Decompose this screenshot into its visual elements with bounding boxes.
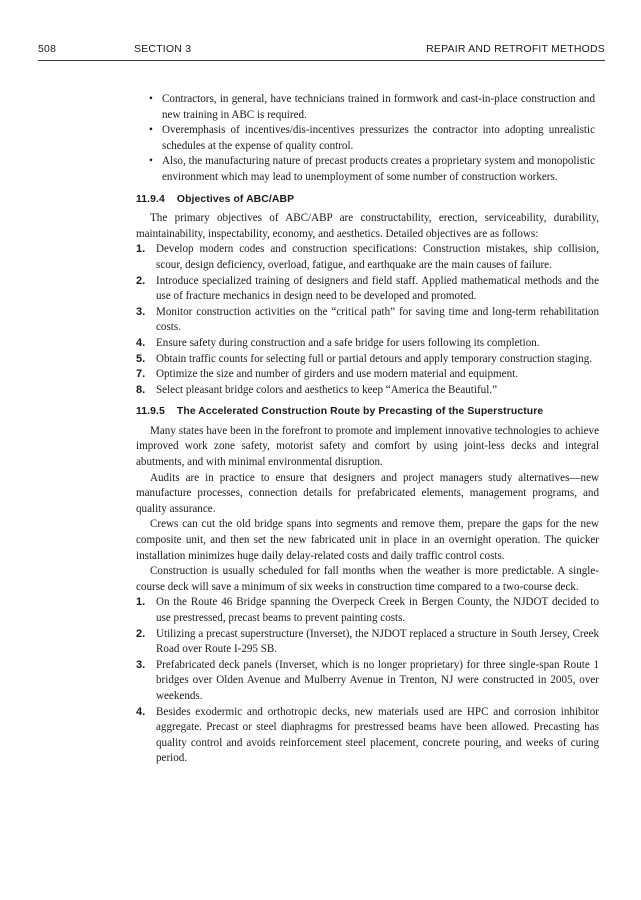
section-heading-11-9-4 xyxy=(136,192,599,208)
list-item xyxy=(136,595,599,626)
item-number: 5. xyxy=(136,352,146,365)
item-text: Select pleasant bridge colors and aesthetics to keep “America the Beautiful.” xyxy=(156,383,497,396)
bullet-icon: • xyxy=(149,155,153,168)
item-number: 4. xyxy=(136,705,146,718)
item-text: Optimize the size and number of girders and use modern material and equipment. xyxy=(156,368,518,381)
page-body xyxy=(136,92,599,767)
bullet-text: Overemphasis of incentives/dis-incentives pressurizes the contractor into adopting unrealistic schedules at the expense of quality control. xyxy=(162,124,595,152)
bullet-icon: • xyxy=(149,124,153,137)
item-text: Prefabricated deck panels (Inverset, which is no longer proprietary) for three single-span Route 1 bridges over Olden Avenue and Mulberry Avenue in Trenton, NJ were constructed in 2005, over weekends. xyxy=(156,658,599,702)
examples-list xyxy=(136,595,599,767)
paragraph: The primary objectives of ABC/ABP are constructability, erection, serviceability, durability, maintainability, inspectability, economy, and aesthetics. Detailed objectives are as follows: xyxy=(136,212,599,240)
running-header xyxy=(38,41,605,61)
objectives-list xyxy=(136,242,599,398)
item-text: Monitor construction activities on the “critical path” for saving time and long-term rehabilitation costs. xyxy=(156,305,599,334)
bullet-item xyxy=(136,154,599,185)
item-number: 7. xyxy=(136,368,146,381)
item-text: On the Route 46 Bridge spanning the Overpeck Creek in Bergen County, the NJDOT decided to use prestressed, precast beams to prevent painting costs. xyxy=(156,596,599,624)
bullet-text: Also, the manufacturing nature of precast products creates a proprietary system and monopolistic environment which may lead to unemployment of some number of construction workers. xyxy=(162,155,595,183)
item-text: Besides exodermic and orthotropic decks, new materials used are HPC and corrosion inhibitor aggregate. Precast or steel diaphragms for prestressed beams have been allowed. Precasting has quality control and avoids reinforcement steel placement, concrete pouring, and weeks of curing period. xyxy=(156,705,599,765)
item-text: Develop modern codes and construction specifications: Construction mistakes, ship collision, scour, design deficiency, overload, fatigue, and earthquake are the main causes of failure. xyxy=(156,243,599,271)
page-number: 508 xyxy=(38,43,57,55)
paragraph: Audits are in practice to ensure that designers and project managers study alternatives—new manufacture processes, connection details for prefabricated elements, management programs, and quality assurance. xyxy=(136,471,599,515)
section-title: Objectives of ABC/ABP xyxy=(176,193,295,205)
item-number: 3. xyxy=(136,658,146,671)
list-item xyxy=(136,305,599,336)
section-heading-11-9-5 xyxy=(136,404,599,420)
section-label: SECTION 3 xyxy=(134,43,192,55)
list-item xyxy=(136,705,599,767)
item-text: Utilizing a precast superstructure (Inverset), the NJDOT replaced a structure in South Jersey, Creek Road over Route I-295 SB. xyxy=(156,627,599,656)
section-number: 11.9.5 xyxy=(136,406,165,418)
bullet-text: Contractors, in general, have technicians trained in formwork and cast-in-place construction and new training in ABC is required. xyxy=(162,93,595,121)
chapter-title: REPAIR AND RETROFIT METHODS xyxy=(426,43,605,55)
header-rule xyxy=(38,60,605,61)
list-item xyxy=(136,367,599,383)
paragraph: Many states have been in the forefront to promote and implement innovative technologies to achieve improved work zone safety, motorist safety and comfort by using joint-less decks and integral abutments, and with minimal environmental disruption. xyxy=(136,424,599,469)
item-text: Ensure safety during construction and a safe bridge for users following its completion. xyxy=(156,336,540,349)
list-item xyxy=(136,336,599,352)
item-number: 1. xyxy=(136,243,146,256)
item-text: Obtain traffic counts for selecting full or partial detours and apply temporary construction staging. xyxy=(156,352,593,365)
item-number: 3. xyxy=(136,305,146,318)
list-item xyxy=(136,242,599,273)
list-item xyxy=(136,274,599,305)
list-item xyxy=(136,383,599,399)
item-number: 2. xyxy=(136,627,146,640)
item-number: 4. xyxy=(136,336,146,349)
bullet-icon: • xyxy=(149,93,153,105)
list-item xyxy=(136,627,599,658)
bullet-item xyxy=(136,123,599,154)
item-number: 1. xyxy=(136,596,146,609)
section-title: The Accelerated Construction Route by Precasting of the Superstructure xyxy=(176,406,544,418)
paragraph: Crews can cut the old bridge spans into segments and remove them, prepare the gaps for the new composite unit, and then set the new fabricated unit in place in an overnight operation. The quicker installation minimizes huge daily delay-related costs and daily traffic control costs. xyxy=(136,518,599,562)
item-number: 8. xyxy=(136,383,146,396)
item-text: Introduce specialized training of designers and field staff. Applied mathematical methods and the use of fracture mechanics in design need to be developed and promoted. xyxy=(156,274,599,303)
paragraph: Construction is usually scheduled for fall months when the weather is more predictable. A single-course deck will save a minimum of six weeks in construction time compared to a two-course deck. xyxy=(136,565,599,593)
section-number: 11.9.4 xyxy=(136,193,165,205)
list-item xyxy=(136,352,599,368)
bullet-list xyxy=(136,92,599,186)
list-item xyxy=(136,658,599,705)
bullet-item xyxy=(136,92,599,123)
item-number: 2. xyxy=(136,274,146,287)
